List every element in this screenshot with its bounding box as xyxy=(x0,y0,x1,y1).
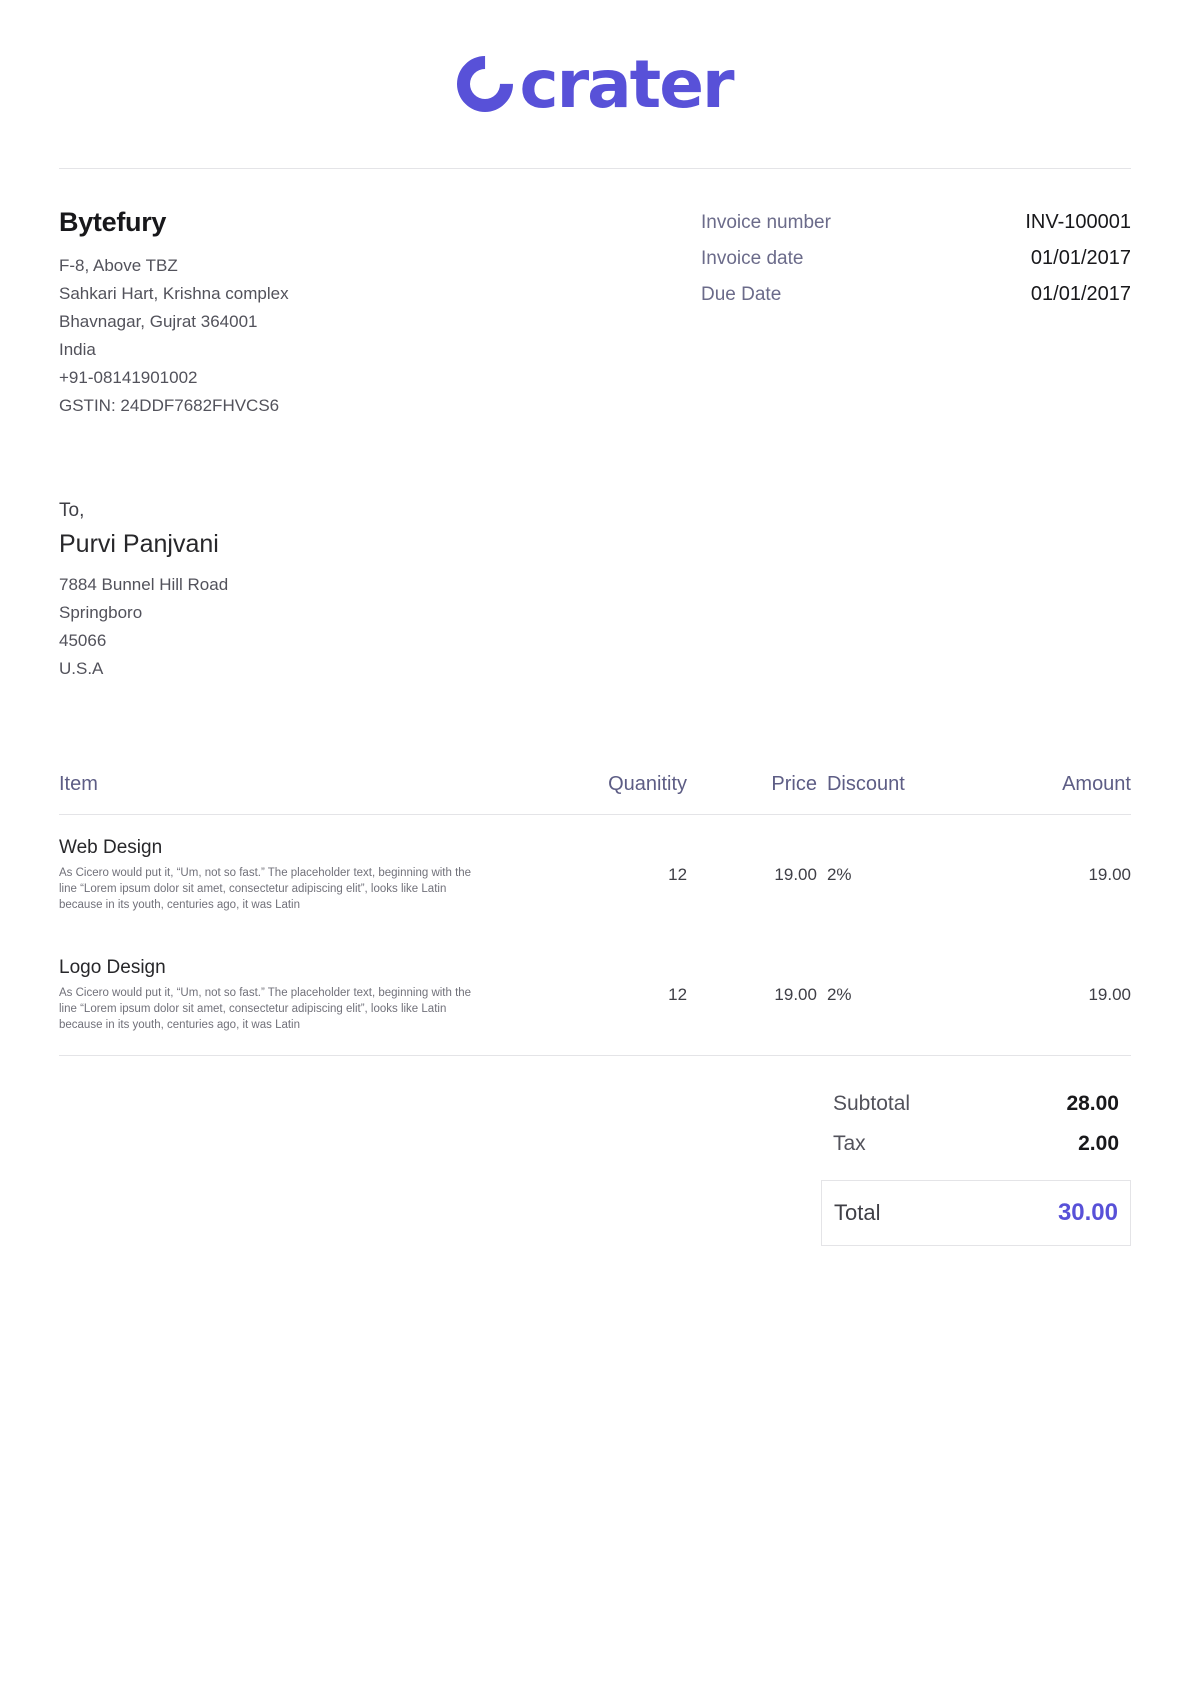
row-price: 19.00 xyxy=(774,985,817,1004)
row-item-description: As Cicero would put it, “Um, not so fast.” The placeholder text, beginning with the line “Lorem ipsum dolor sit amet, consectetur adipiscing elit”, looks like Latin because in its youth, centuries ago, it was Latin xyxy=(59,987,472,1031)
tax-row xyxy=(821,1124,1131,1164)
company-name: Bytefury xyxy=(59,207,167,237)
grand-total-row xyxy=(821,1180,1131,1246)
row-quantity: 12 xyxy=(668,985,688,1004)
row-price: 19.00 xyxy=(774,865,817,884)
due-date-row xyxy=(701,283,1131,306)
bill-to-label: To, xyxy=(59,500,85,521)
table-row xyxy=(59,935,1131,1055)
invoice-number-value: INV-100001 xyxy=(1025,211,1131,233)
header-quantity: Quanitity xyxy=(557,773,687,815)
row-amount: 19.00 xyxy=(1088,865,1131,884)
line-items-body xyxy=(59,815,1131,1056)
brand-logo-text: crater xyxy=(519,45,733,123)
company-address-line-2: Sahkari Hart, Krishna complex xyxy=(59,284,289,303)
bill-to-block xyxy=(59,500,1131,683)
invoice-date-row xyxy=(701,247,1131,270)
company-phone: +91-08141901002 xyxy=(59,368,198,387)
row-item-cell xyxy=(59,935,557,1055)
totals-block xyxy=(821,1084,1131,1246)
company-address-line-3: Bhavnagar, Gujrat 364001 xyxy=(59,312,258,331)
tax-label: Tax xyxy=(833,1132,866,1155)
tax-value: 2.00 xyxy=(1078,1132,1119,1155)
row-item-title: Web Design xyxy=(59,837,163,858)
bill-to-address-line-3: 45066 xyxy=(59,631,107,650)
invoice-header-section xyxy=(59,207,1131,420)
company-address-line-1: F-8, Above TBZ xyxy=(59,256,178,275)
brand-logo xyxy=(59,0,1131,168)
company-gstin: GSTIN: 24DDF7682FHVCS6 xyxy=(59,396,280,415)
invoice-date-value: 01/01/2017 xyxy=(1030,247,1131,269)
subtotal-label: Subtotal xyxy=(833,1092,911,1115)
row-quantity: 12 xyxy=(668,865,688,884)
company-address-line-4: India xyxy=(59,340,96,359)
subtotal-row xyxy=(821,1084,1131,1124)
line-items-table xyxy=(59,773,1131,1055)
header-divider xyxy=(59,168,1131,169)
invoice-number-label: Invoice number xyxy=(701,212,831,233)
row-item-description: As Cicero would put it, “Um, not so fast.” The placeholder text, beginning with the line “Lorem ipsum dolor sit amet, consectetur adipiscing elit”, looks like Latin because in its youth, centuries ago, it was Latin xyxy=(59,867,472,911)
invoice-number-row xyxy=(701,211,1131,234)
header-price: Price xyxy=(687,773,817,815)
line-items-header xyxy=(59,773,1131,815)
header-item: Item xyxy=(59,773,557,815)
row-item-cell xyxy=(59,815,557,936)
row-amount: 19.00 xyxy=(1088,985,1131,1004)
table-row xyxy=(59,815,1131,936)
company-block xyxy=(59,207,289,420)
due-date-label: Due Date xyxy=(701,284,782,305)
total-value: 30.00 xyxy=(1057,1199,1118,1226)
row-discount: 2% xyxy=(826,865,852,884)
bill-to-name: Purvi Panjvani xyxy=(59,530,219,558)
bill-to-address-line-4: U.S.A xyxy=(59,659,104,678)
table-header-row xyxy=(59,773,1131,815)
table-bottom-divider xyxy=(59,1055,1131,1056)
total-label: Total xyxy=(834,1200,881,1225)
bill-to-address-line-1: 7884 Bunnel Hill Road xyxy=(59,575,229,594)
header-discount: Discount xyxy=(817,773,979,815)
crater-c-mark-icon xyxy=(446,44,525,123)
row-item-title: Logo Design xyxy=(59,957,166,978)
subtotal-value: 28.00 xyxy=(1066,1092,1119,1115)
invoice-meta-block xyxy=(701,207,1131,420)
invoice-date-label: Invoice date xyxy=(701,248,804,269)
header-amount: Amount xyxy=(979,773,1131,815)
row-discount: 2% xyxy=(826,985,852,1004)
crater-logo-icon xyxy=(457,46,732,123)
bill-to-address-line-2: Springboro xyxy=(59,603,143,622)
due-date-value: 01/01/2017 xyxy=(1030,283,1131,305)
